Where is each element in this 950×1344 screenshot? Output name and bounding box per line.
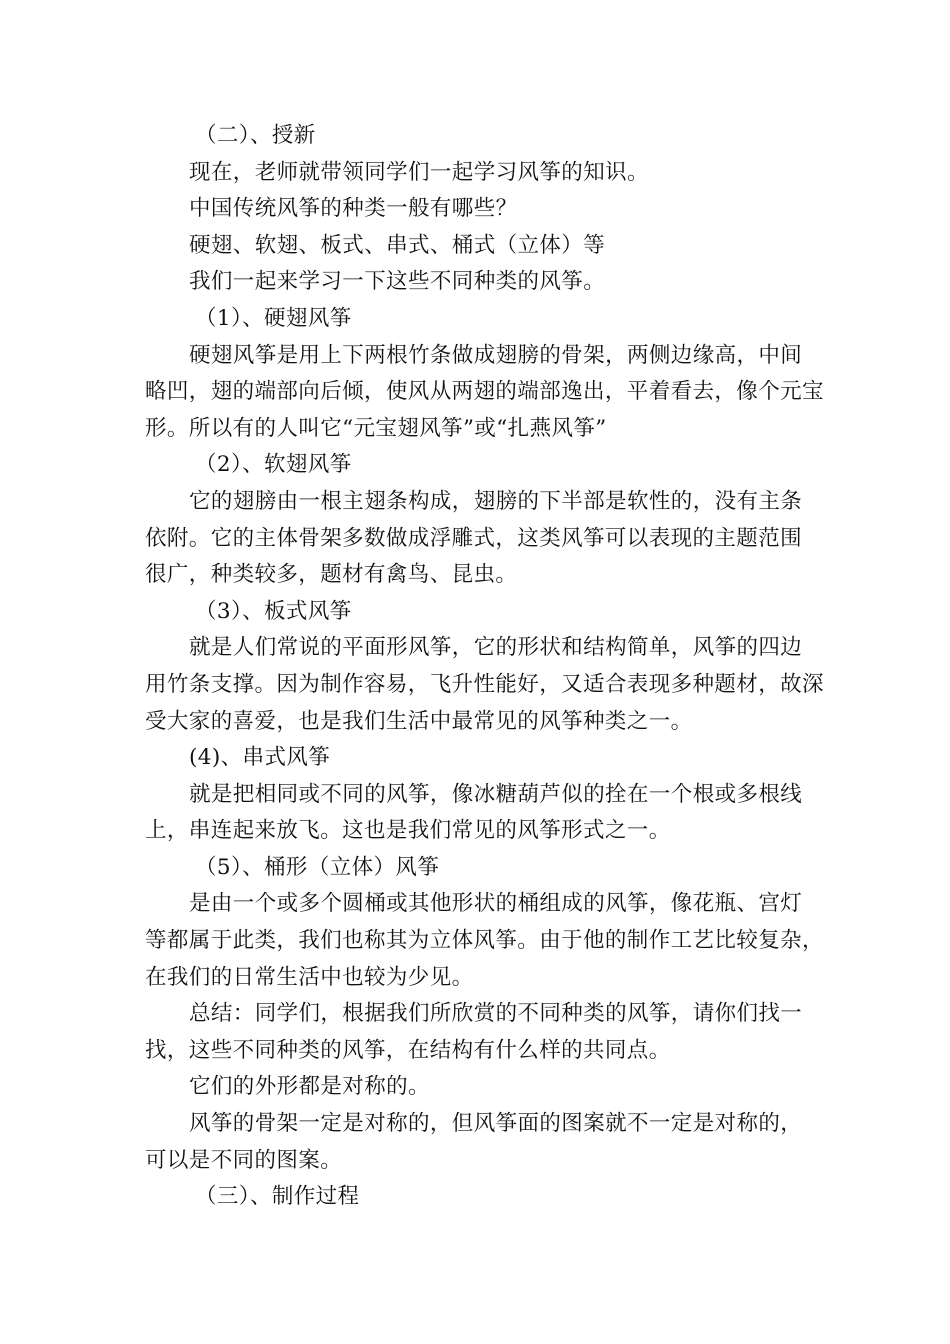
paragraph-line: 受大家的喜爱，也是我们生活中最常见的风筝种类之一。	[145, 708, 693, 734]
paragraph-line: 依附。它的主体骨架多数做成浮雕式，这类风筝可以表现的主题范围	[145, 525, 803, 551]
paragraph-line: 上，串连起来放飞。这也是我们常见的风筝形式之一。	[145, 818, 671, 844]
document-body	[145, 118, 824, 1216]
paragraph-line: 是由一个或多个圆桶或其他形状的桶组成的风筝，像花瓶、宫灯	[189, 891, 803, 917]
paragraph-line: 可以是不同的图案。	[145, 1147, 343, 1173]
subheading-flat-kite: （3）、板式风筝	[195, 598, 352, 624]
paragraph-line: 就是人们常说的平面形风筝，它的形状和结构简单，风筝的四边	[189, 635, 803, 661]
paragraph-line: 用竹条支撑。因为制作容易，飞升性能好，又适合表现多种题材，故深	[145, 671, 824, 697]
paragraph-line: 现在，老师就带领同学们一起学习风筝的知识。	[189, 159, 649, 185]
paragraph-line: 硬翅风筝是用上下两根竹条做成翅膀的骨架，两侧边缘高，中间	[189, 342, 803, 368]
section-heading-making-process: （三）、制作过程	[195, 1184, 360, 1210]
section-heading-teaching-new: （二）、授新	[195, 123, 316, 148]
summary-line: 总结：同学们，根据我们所欣赏的不同种类的风筝，请你们找一	[189, 1001, 803, 1027]
summary-answer-line: 它们的外形都是对称的。	[189, 1074, 430, 1100]
paragraph-line: 在我们的日常生活中也较为少见。	[145, 964, 474, 990]
paragraph-line: 就是把相同或不同的风筝，像冰糖葫芦似的拴在一个根或多根线	[189, 781, 803, 807]
paragraph-line: 略凹，翅的端部向后倾，使风从两翅的端部逸出，平着看去，像个元宝	[145, 379, 824, 405]
subheading-barrel-kite: （5）、桶形（立体）风筝	[195, 854, 440, 880]
paragraph-line: 它的翅膀由一根主翅条构成，翅膀的下半部是软性的，没有主条	[189, 488, 803, 514]
subheading-soft-wing-kite: （2）、软翅风筝	[195, 452, 352, 478]
question-line: 中国传统风筝的种类一般有哪些？	[189, 196, 518, 222]
subheading-hard-wing-kite: （1）、硬翅风筝	[195, 305, 352, 331]
paragraph-line: 很广，种类较多，题材有禽鸟、昆虫。	[145, 562, 518, 588]
paragraph-line: 我们一起来学习一下这些不同种类的风筝。	[189, 269, 606, 295]
subheading-string-kite: (4)、串式风筝	[189, 745, 331, 771]
paragraph-line: 等都属于此类，我们也称其为立体风筝。由于他的制作工艺比较复杂，	[145, 928, 824, 954]
answer-line: 硬翅、软翅、板式、串式、桶式（立体）等	[189, 232, 606, 258]
paragraph-line: 形。所以有的人叫它“元宝翅风筝”或“扎燕风筝”	[145, 415, 607, 441]
paragraph-line: 风筝的骨架一定是对称的，但风筝面的图案就不一定是对称的，	[189, 1111, 803, 1137]
summary-line: 找，这些不同种类的风筝，在结构有什么样的共同点。	[145, 1037, 671, 1063]
